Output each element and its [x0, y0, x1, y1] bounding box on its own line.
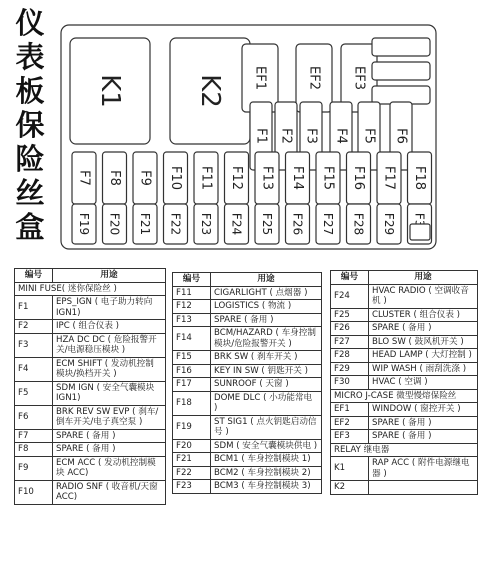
table-row	[331, 308, 478, 322]
fuse-label: F2	[278, 128, 294, 144]
table-row	[15, 405, 166, 429]
table-row	[173, 378, 322, 392]
fuse-id: F8	[15, 443, 53, 457]
table-row	[173, 415, 322, 439]
table-header: 用途	[211, 273, 322, 287]
spare-slot	[372, 86, 430, 104]
table-row	[331, 376, 478, 390]
fuse-id: F10	[15, 480, 53, 504]
fuse-label: F4	[333, 128, 349, 144]
fuse-label: F14	[290, 165, 305, 191]
fuse-purpose: SPARE ( 备用 )	[53, 429, 166, 443]
table-row	[15, 296, 166, 320]
table-row	[173, 391, 322, 415]
fuse-label: F13	[259, 165, 275, 191]
title-char: 板	[15, 74, 45, 108]
table-row	[15, 429, 166, 443]
table-row	[331, 457, 478, 481]
fuse-id: F5	[15, 381, 53, 405]
fuse-purpose: HZA DC DC ( 危险报警开关/电源稳压模块 )	[53, 333, 166, 357]
table-row	[331, 403, 478, 417]
fuse-table-2	[172, 272, 322, 494]
fuse-label: F18	[412, 165, 427, 191]
table-row	[15, 480, 166, 504]
fuse-id: EF1	[331, 403, 369, 417]
table-header: 编号	[15, 269, 53, 283]
table-row	[331, 481, 478, 495]
fuse-purpose: BRK REV SW EVP ( 刹车/倒车开关/电子真空泵 )	[53, 405, 166, 429]
fuse-label: F5	[361, 128, 377, 144]
fuse-id: F23	[173, 480, 211, 494]
fuse-purpose: SDM IGN ( 安全气囊模块 IGN1)	[53, 381, 166, 405]
table-row	[331, 322, 478, 336]
fuse-label: F22	[168, 212, 183, 236]
fuse-label: F19	[77, 212, 91, 236]
fuse-id: F1	[15, 296, 53, 320]
fuse-label: F12	[229, 165, 244, 191]
title-char: 保	[15, 108, 45, 142]
fuse-label: F6	[393, 128, 409, 144]
fuse-id: F6	[15, 405, 53, 429]
fuse-id: F11	[173, 286, 211, 300]
table-row	[331, 362, 478, 376]
fuse-label: F21	[138, 212, 152, 236]
fuse-label: F28	[351, 212, 366, 236]
fuse-label: F10	[168, 165, 183, 191]
fuse-label: F16	[351, 165, 366, 191]
fuse-purpose: SPARE ( 备用 )	[211, 313, 322, 327]
fuse-id: F30	[331, 376, 369, 390]
fuse-label: F24	[229, 212, 244, 236]
fuse-label: F7	[76, 170, 92, 186]
fuse-purpose: EPS_IGN ( 电子助力转向 IGN1)	[53, 296, 166, 320]
table-row	[15, 381, 166, 405]
table-section: RELAY 继电器	[331, 443, 478, 457]
fuse-purpose: CIGARLIGHT ( 点烟器 )	[211, 286, 322, 300]
fuse-id: F25	[331, 308, 369, 322]
fuse-id: F7	[15, 429, 53, 443]
fuse-label: F11	[198, 165, 214, 191]
fuse-purpose: SDM ( 安全气囊模块供电 )	[211, 439, 322, 453]
spare-slot	[372, 62, 430, 80]
table-header: 编号	[173, 273, 211, 287]
fuse-purpose: CLUSTER ( 组合仪表 )	[369, 308, 478, 322]
table-row	[173, 364, 322, 378]
fuse-purpose: DOME DLC ( 小功能常电 )	[211, 391, 322, 415]
table-row	[15, 333, 166, 357]
ef-label: EF3	[351, 66, 367, 90]
table-row	[173, 351, 322, 365]
fuse-id: F3	[15, 333, 53, 357]
table-header: 用途	[53, 269, 166, 283]
table-row	[173, 327, 322, 351]
spare-slot	[372, 38, 430, 56]
fuse-label: F3	[303, 128, 319, 144]
fuse-purpose: BCM1 ( 车身控制模块 1)	[211, 453, 322, 467]
fuse-id: F18	[173, 391, 211, 415]
fuse-label: F17	[381, 165, 397, 191]
title-char: 仪	[15, 6, 45, 40]
fuse-id: F14	[173, 327, 211, 351]
fuse-purpose: WIP WASH ( 雨刮洗涤 )	[369, 362, 478, 376]
table-row	[15, 320, 166, 334]
fuse-label: F8	[107, 170, 122, 186]
fuse-purpose: WINDOW ( 窗控开关 )	[369, 403, 478, 417]
fuse-purpose: SPARE ( 备用 )	[369, 430, 478, 444]
table-row	[331, 430, 478, 444]
fuse-purpose: ECM SHIFT ( 发动机控制模块/换档开关 )	[53, 357, 166, 381]
fuse-table-1	[14, 268, 166, 505]
fuse-id: K2	[331, 481, 369, 495]
fuse-purpose: HVAC RADIO ( 空调收音机 )	[369, 284, 478, 308]
relay-label: K1	[95, 74, 125, 108]
fuse-id: F17	[173, 378, 211, 392]
fuse-purpose: BCM/HAZARD ( 车身控制模块/危险报警开关 )	[211, 327, 322, 351]
fuse-label: F25	[260, 212, 274, 236]
table-section: MICRO J-CASE 微型慢熔保险丝	[331, 389, 478, 403]
fuse-purpose: HVAC ( 空调 )	[369, 376, 478, 390]
fuse-id: F21	[173, 453, 211, 467]
table-row	[331, 335, 478, 349]
fuse-label: F15	[320, 165, 336, 191]
title-char: 表	[15, 40, 45, 74]
fuse-purpose: HEAD LAMP ( 大灯控制 )	[369, 349, 478, 363]
fuse-id: F27	[331, 335, 369, 349]
fuse-table-3	[330, 270, 478, 495]
table-section: MINI FUSE( 迷你保险丝 )	[15, 282, 166, 296]
table-row	[173, 453, 322, 467]
vertical-title	[4, 6, 56, 244]
table-row	[173, 286, 322, 300]
table-row	[15, 456, 166, 480]
fuse-purpose: RAP ACC ( 附件电源继电器 )	[369, 457, 478, 481]
fuse-purpose: LOGISTICS ( 物流 )	[211, 300, 322, 314]
fuse-purpose: SPARE ( 备用 )	[369, 322, 478, 336]
table-header: 编号	[331, 271, 369, 285]
table-row	[173, 313, 322, 327]
title-char: 险	[15, 142, 45, 176]
fuse-label: F9	[137, 170, 153, 186]
table-row	[331, 284, 478, 308]
table-row	[173, 439, 322, 453]
table-row	[173, 466, 322, 480]
fuse-purpose: ST SIG1 ( 点火钥匙启动信号 )	[211, 415, 322, 439]
fuse-id: F15	[173, 351, 211, 365]
relay-label: K2	[195, 74, 225, 108]
title-char: 丝	[15, 176, 45, 210]
fuse-purpose: BRK SW ( 刹车开关 )	[211, 351, 322, 365]
ef-label: EF1	[252, 66, 268, 90]
fuse-id: F12	[173, 300, 211, 314]
ef-label: EF2	[306, 66, 322, 90]
fuse-label: F23	[199, 212, 213, 236]
fuse-id: F20	[173, 439, 211, 453]
fuse-purpose: ECM ACC ( 发动机控制模块 ACC)	[53, 456, 166, 480]
fuse-purpose: KEY IN SW ( 钥匙开关 )	[211, 364, 322, 378]
table-row	[15, 357, 166, 381]
fuse-label: F27	[321, 212, 335, 236]
table-row	[173, 480, 322, 494]
fuse-label: F1	[253, 128, 269, 144]
fuse-purpose	[369, 481, 478, 495]
fuse-id: F22	[173, 466, 211, 480]
fuse-id: F9	[15, 456, 53, 480]
fuse-purpose: BCM3 ( 车身控制模块 3)	[211, 480, 322, 494]
fuse-purpose: RADIO SNF ( 收音机/天窗 ACC)	[53, 480, 166, 504]
fuse-id: EF2	[331, 416, 369, 430]
fuse-id: F28	[331, 349, 369, 363]
fuse-id: K1	[331, 457, 369, 481]
fuse-purpose: BLO SW ( 鼓风机开关 )	[369, 335, 478, 349]
table-row	[331, 349, 478, 363]
fuse-purpose: SUNROOF ( 天窗 )	[211, 378, 322, 392]
fuse-id: EF3	[331, 430, 369, 444]
fuse-id: F2	[15, 320, 53, 334]
fuse-id: F24	[331, 284, 369, 308]
title-char: 盒	[15, 210, 45, 244]
fuse-label: F26	[290, 212, 305, 236]
table-row	[15, 443, 166, 457]
fuse-purpose: IPC ( 组合仪表 )	[53, 320, 166, 334]
fuse-id: F4	[15, 357, 53, 381]
fuse-purpose: BCM2 ( 车身控制模块 2)	[211, 466, 322, 480]
fuse-label: F29	[382, 212, 396, 236]
fuse-purpose: SPARE ( 备用 )	[369, 416, 478, 430]
fuse-box-diagram	[60, 24, 440, 252]
fuse-id: F16	[173, 364, 211, 378]
fuse-label: F20	[107, 212, 122, 236]
connector	[410, 224, 430, 240]
fuse-purpose: SPARE ( 备用 )	[53, 443, 166, 457]
table-row	[173, 300, 322, 314]
table-row	[331, 416, 478, 430]
table-header: 用途	[369, 271, 478, 285]
fuse-id: F26	[331, 322, 369, 336]
fuse-id: F13	[173, 313, 211, 327]
fuse-id: F19	[173, 415, 211, 439]
fuse-id: F29	[331, 362, 369, 376]
